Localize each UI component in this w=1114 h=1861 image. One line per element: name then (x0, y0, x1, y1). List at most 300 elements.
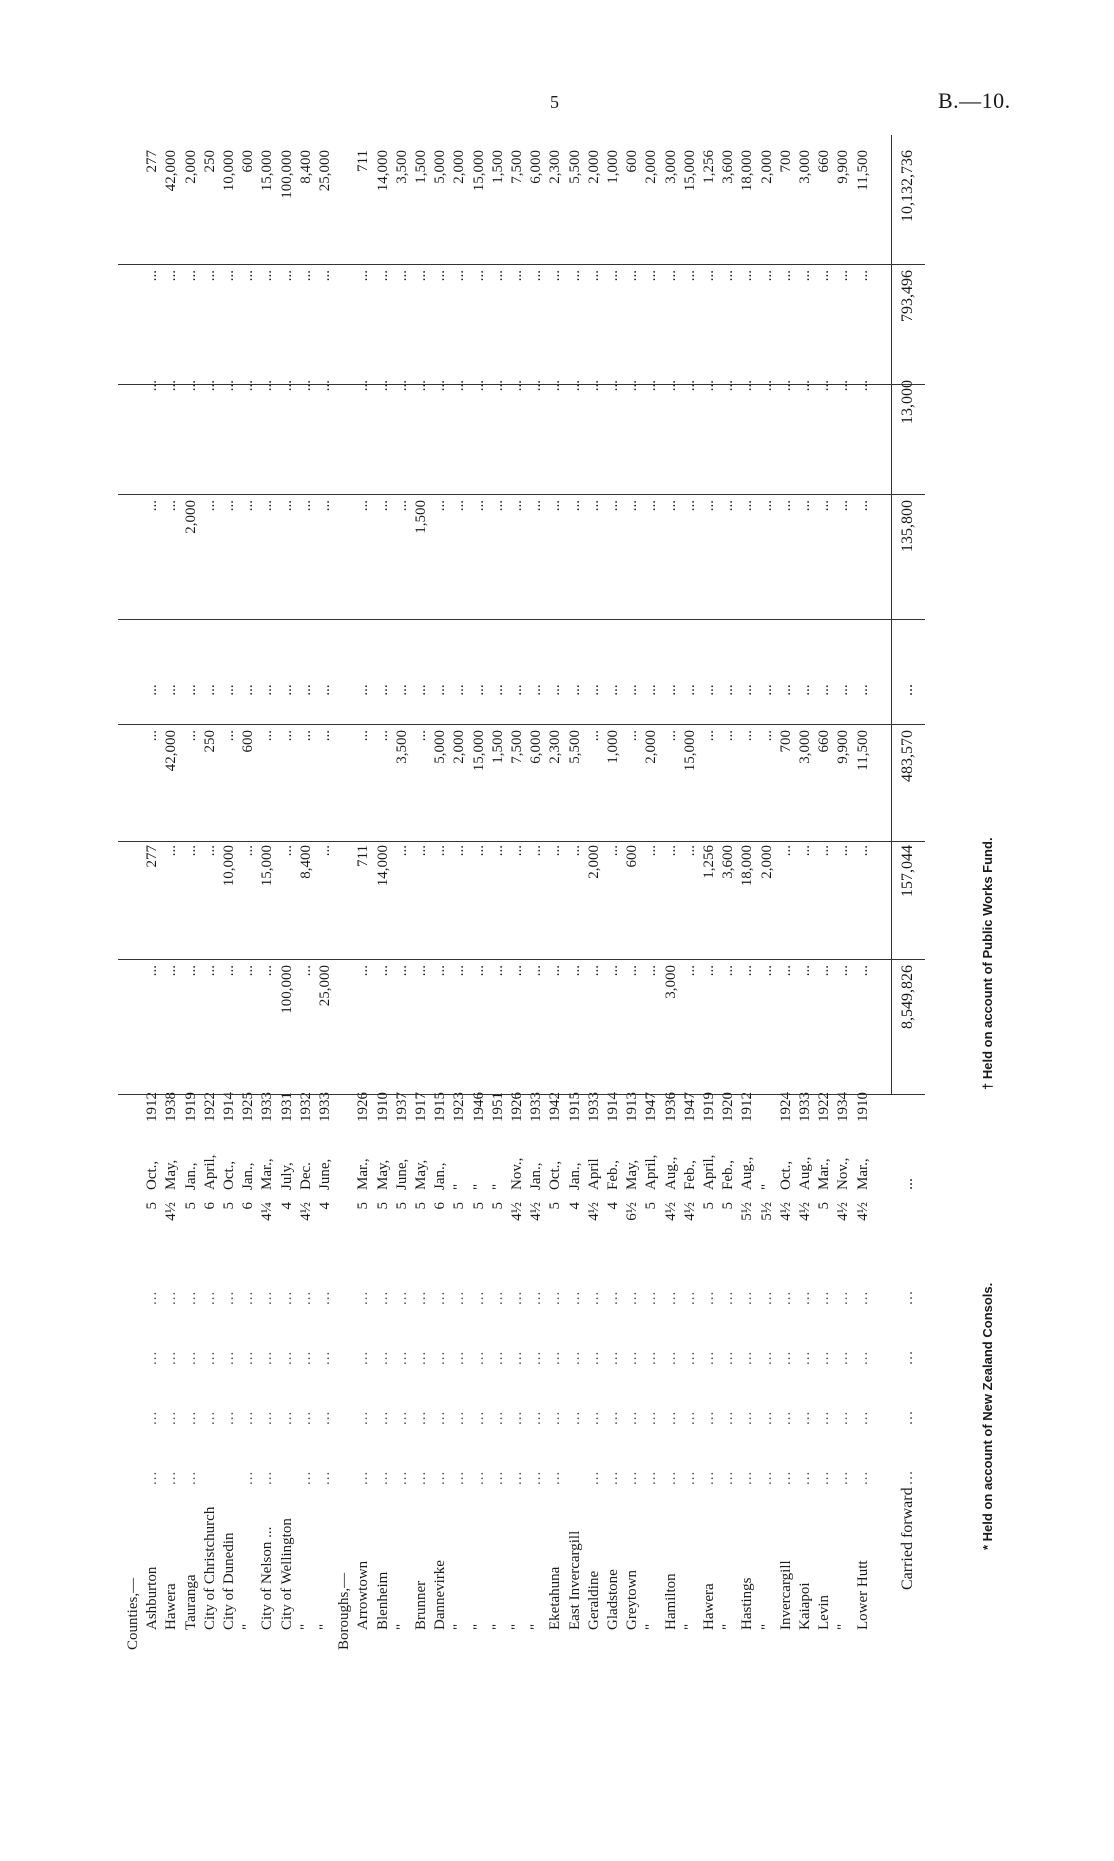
cell-month: May, (413, 1159, 429, 1190)
cell-value-col2: ... (489, 845, 506, 857)
cell-year: 1917 (413, 1092, 429, 1122)
cell-dots: ... (701, 1410, 717, 1425)
cell-month: June, (393, 1158, 410, 1190)
cell-value-col2: ... (240, 845, 257, 857)
cell-value-col4: ... (816, 684, 833, 696)
cell-dots: ... (624, 1470, 641, 1485)
cell-dots: ... (451, 1290, 468, 1305)
table-row (354, 130, 372, 1650)
cell-month: Oct., (547, 1160, 564, 1190)
cell-value-col1: ... (182, 965, 199, 977)
cell-dots: ... (432, 1290, 449, 1305)
cell-value-total: 3,000 (662, 150, 679, 184)
cell-value-total: 25,000 (317, 150, 333, 192)
cell-dots: ... (662, 1350, 679, 1365)
cell-value-col7: ... (854, 270, 871, 282)
column-rule (118, 264, 925, 265)
cell-dots: ... (297, 1350, 314, 1365)
cell-value-col5: ... (605, 500, 621, 512)
cell-value-col3: ... (355, 730, 372, 742)
row-name: Geraldine (585, 1570, 602, 1630)
cell-value-col3: 660 (816, 730, 833, 753)
cell-value-col3: ... (278, 730, 295, 742)
cell-dots: ... (777, 1350, 794, 1365)
cell-value-col7: ... (182, 270, 199, 282)
cell-year: 1932 (297, 1092, 314, 1122)
cell-value-col1: ... (451, 965, 468, 977)
cell-year: 1912 (144, 1092, 161, 1122)
cell-dots: ... (739, 1470, 756, 1485)
cell-rate: 5½ (758, 1202, 775, 1221)
total-col7: 793,496 (898, 270, 916, 322)
cell-rate: 4½ (835, 1202, 852, 1221)
cell-dots: ... (758, 1290, 775, 1305)
cell-value-col4: ... (413, 684, 429, 696)
column-rule (118, 1094, 925, 1095)
cell-dots: ... (163, 1470, 180, 1485)
cell-value-col2: ... (643, 845, 660, 857)
cell-value-col2: ... (797, 845, 813, 857)
cell-year: 1919 (182, 1092, 199, 1122)
cell-value-col1: ... (259, 965, 276, 977)
cell-value-col4: ... (566, 684, 583, 696)
cell-dots: ... (144, 1470, 161, 1485)
cell-dots: ... (317, 1350, 333, 1365)
cell-value-col6: ... (585, 380, 602, 392)
cell-dots: ... (701, 1470, 717, 1485)
cell-value-total: 2,000 (451, 150, 468, 184)
cell-value-col3: 2,300 (547, 730, 564, 764)
cell-year: 1937 (393, 1092, 410, 1122)
cell-dots: ... (489, 1470, 506, 1485)
cell-value-col3: 9,900 (835, 730, 852, 764)
cell-dots: ... (317, 1290, 333, 1305)
cell-dots: ... (451, 1410, 468, 1425)
cell-dots: ... (835, 1470, 852, 1485)
row-name: " (240, 1623, 257, 1630)
cell-value-total: 3,500 (393, 150, 410, 184)
cell-value-col5: ... (509, 500, 525, 512)
cell-value-col5: ... (624, 500, 641, 512)
cell-value-col7: ... (393, 270, 410, 282)
cell-value-col2: ... (413, 845, 429, 857)
cell-value-total: 6,000 (528, 150, 545, 184)
cell-rate: 4½ (297, 1202, 314, 1221)
cell-value-col2: ... (182, 845, 199, 857)
cell-dots: ... (355, 1290, 372, 1305)
cell-value-col5: ... (720, 500, 737, 512)
cell-value-total: 14,000 (374, 150, 391, 192)
cell-value-col6: ... (413, 380, 429, 392)
cell-rate: 4 (278, 1202, 295, 1210)
cell-value-col1: ... (413, 965, 429, 977)
cell-month: April, (701, 1154, 717, 1190)
cell-value-col5: ... (701, 500, 717, 512)
cell-value-col2: 14,000 (374, 845, 391, 887)
cell-value-col2: ... (470, 845, 487, 857)
cell-dots: ... (182, 1470, 199, 1485)
cell-rate: 4½ (585, 1202, 602, 1221)
cell-value-col5: ... (393, 500, 410, 512)
cell-value-col5: ... (278, 500, 295, 512)
cell-year: 1925 (240, 1092, 257, 1122)
cell-value-col5: ... (355, 500, 372, 512)
cell-value-col6: ... (777, 380, 794, 392)
cell-value-col5: ... (451, 500, 468, 512)
cell-year: 1938 (163, 1092, 180, 1122)
cell-value-col7: ... (585, 270, 602, 282)
cell-dots: ... (451, 1470, 468, 1485)
table-row (527, 130, 545, 1650)
cell-value-col6: ... (566, 380, 583, 392)
cell-month: April (585, 1158, 602, 1190)
cell-rate: 4½ (509, 1202, 525, 1221)
cell-month: April, (201, 1154, 218, 1190)
cell-dots: ... (816, 1470, 833, 1485)
row-name: Hawera (701, 1583, 717, 1630)
table-row (796, 130, 814, 1650)
cell-value-col2: 1,256 (701, 845, 717, 879)
table-row (834, 130, 852, 1650)
cell-year: 1926 (355, 1092, 372, 1122)
cell-value-col7: ... (739, 270, 756, 282)
row-name: Ashburton (144, 1566, 161, 1630)
cell-dots: ... (393, 1470, 410, 1485)
cell-value-col2: ... (432, 845, 449, 857)
row-name: Kaiapoi (797, 1582, 813, 1630)
row-name: Arrowtown (355, 1560, 372, 1630)
cell-year: 1922 (816, 1092, 833, 1122)
table-row (700, 130, 718, 1650)
cell-month: " (758, 1183, 775, 1190)
cell-value-col4: ... (278, 684, 295, 696)
table-row (239, 130, 257, 1650)
cell-value-col2: ... (835, 845, 852, 857)
cell-value-col2: ... (681, 845, 698, 857)
cell-month: May, (624, 1159, 641, 1190)
cell-year: 1922 (201, 1092, 218, 1122)
cell-value-col2: ... (393, 845, 410, 857)
cell-value-col7: ... (758, 270, 775, 282)
table-row (546, 130, 564, 1650)
total-rule (891, 135, 892, 1095)
row-name: Levin (816, 1595, 833, 1630)
cell-value-col3: 5,000 (432, 730, 449, 764)
cell-value-col6: ... (662, 380, 679, 392)
cell-value-col3: 15,000 (681, 730, 698, 772)
cell-dots: ... (393, 1410, 410, 1425)
cell-value-col7: ... (509, 270, 525, 282)
cell-value-col6: ... (547, 380, 564, 392)
cell-value-col3: ... (662, 730, 679, 742)
cell-value-col2: ... (547, 845, 564, 857)
cell-value-col6: ... (701, 380, 717, 392)
cell-value-col7: ... (777, 270, 794, 282)
cell-value-total: 8,400 (297, 150, 314, 184)
row-name: " (643, 1623, 660, 1630)
row-name: " (720, 1623, 737, 1630)
cell-rate: 4½ (854, 1202, 871, 1221)
cell-dots: ... (701, 1290, 717, 1305)
cell-value-col1: ... (509, 965, 525, 977)
cell-month: Jan., (566, 1162, 583, 1190)
cell-value-col2: 3,600 (720, 845, 737, 879)
row-name: " (393, 1623, 410, 1630)
dots: ... (898, 1470, 916, 1485)
cell-value-col4: ... (509, 684, 525, 696)
row-name: Lower Hutt (854, 1560, 871, 1630)
table-row (470, 130, 488, 1650)
total-col3: 483,570 (898, 730, 916, 782)
cell-year: 1946 (470, 1092, 487, 1122)
dots: ... (898, 1410, 916, 1425)
cell-value-col7: ... (374, 270, 391, 282)
table-row (412, 130, 430, 1650)
cell-dots: ... (547, 1290, 564, 1305)
cell-value-col3: 3,500 (393, 730, 410, 764)
cell-value-total: 3,600 (720, 150, 737, 184)
table-row (393, 130, 411, 1650)
cell-value-col4: ... (393, 684, 410, 696)
table-row (431, 130, 449, 1650)
row-name: " (297, 1623, 314, 1630)
cell-value-col3: 42,000 (163, 730, 180, 772)
cell-value-col1: ... (547, 965, 564, 977)
cell-dots: ... (163, 1290, 180, 1305)
cell-dots: ... (163, 1410, 180, 1425)
cell-dots: ... (643, 1470, 660, 1485)
cell-value-col4: ... (701, 684, 717, 696)
table-row (162, 130, 180, 1650)
cell-month: Oct., (777, 1160, 794, 1190)
cell-value-col1: ... (489, 965, 506, 977)
cell-year: 1951 (489, 1092, 506, 1122)
rotated-table-area (118, 130, 1018, 1650)
cell-rate: 5 (144, 1202, 161, 1210)
cell-month: Dec. (297, 1162, 314, 1190)
cell-value-col6: ... (259, 380, 276, 392)
cell-year: 1933 (528, 1092, 545, 1122)
cell-value-col4: ... (835, 684, 852, 696)
cell-dots: ... (509, 1350, 525, 1365)
cell-month: Jan., (182, 1162, 199, 1190)
cell-rate: 5 (701, 1202, 717, 1210)
cell-value-col1: ... (144, 965, 161, 977)
dots: ... (898, 1350, 916, 1365)
cell-value-col4: ... (259, 684, 276, 696)
cell-month: Feb., (720, 1160, 737, 1190)
cell-value-col4: ... (720, 684, 737, 696)
cell-value-col5: ... (259, 500, 276, 512)
cell-month: " (470, 1183, 487, 1190)
cell-month: April, (643, 1154, 660, 1190)
row-name: Gladstone (605, 1569, 621, 1630)
cell-dots: ... (509, 1470, 525, 1485)
table-row (623, 130, 641, 1650)
cell-value-col3: ... (374, 730, 391, 742)
cell-dots: ... (317, 1470, 333, 1485)
cell-value-col1: ... (643, 965, 660, 977)
table-row (815, 130, 833, 1650)
cell-value-col2: ... (816, 845, 833, 857)
table-row (143, 130, 161, 1650)
cell-dots: ... (509, 1290, 525, 1305)
cell-month: June, (317, 1158, 333, 1190)
cell-dots: ... (662, 1470, 679, 1485)
cell-dots: ... (624, 1290, 641, 1305)
total-col5: 135,800 (898, 500, 916, 552)
total-col6: 13,000 (898, 380, 916, 424)
cell-value-col2: 15,000 (259, 845, 276, 887)
cell-value-col2: ... (605, 845, 621, 857)
cell-month: Jan., (432, 1162, 449, 1190)
cell-dots: ... (182, 1290, 199, 1305)
cell-month: May, (163, 1159, 180, 1190)
cell-rate: 4 (605, 1202, 621, 1210)
cell-dots: ... (470, 1410, 487, 1425)
cell-dots: ... (720, 1410, 737, 1425)
cell-month: Feb., (605, 1160, 621, 1190)
cell-year: 1942 (547, 1092, 564, 1122)
cell-value-col5: ... (835, 500, 852, 512)
table-row (585, 130, 603, 1650)
cell-rate: 5 (489, 1202, 506, 1210)
cell-dots: ... (547, 1470, 564, 1485)
cell-dots: ... (585, 1350, 602, 1365)
cell-value-col4: ... (297, 684, 314, 696)
cell-value-col6: ... (432, 380, 449, 392)
cell-rate: 5 (182, 1202, 199, 1210)
cell-value-col1: ... (605, 965, 621, 977)
table-row (719, 130, 737, 1650)
dots: ... (898, 1290, 916, 1305)
cell-value-col6: ... (797, 380, 813, 392)
cell-value-col7: ... (797, 270, 813, 282)
cell-value-col7: ... (605, 270, 621, 282)
cell-value-col4: ... (432, 684, 449, 696)
footnote-consols: * Held on account of New Zealand Consols. (980, 1282, 995, 1550)
cell-value-col3: 2,000 (451, 730, 468, 764)
cell-dots: ... (432, 1350, 449, 1365)
cell-dots: ... (739, 1290, 756, 1305)
cell-value-total: 2,000 (643, 150, 660, 184)
cell-value-total: 15,000 (259, 150, 276, 192)
cell-year: 1910 (854, 1092, 871, 1122)
cell-value-col2: ... (854, 845, 871, 857)
cell-value-col4: ... (451, 684, 468, 696)
row-name: Dannevirke (432, 1560, 449, 1630)
cell-value-col1: ... (854, 965, 871, 977)
cell-value-col2: ... (509, 845, 525, 857)
cell-value-total: 600 (624, 150, 641, 173)
cell-dots: ... (144, 1290, 161, 1305)
cell-value-col2: 2,000 (585, 845, 602, 879)
row-name: Hawera (163, 1583, 180, 1630)
cell-value-col7: ... (163, 270, 180, 282)
table-row (201, 130, 219, 1650)
cell-value-col6: ... (393, 380, 410, 392)
row-name: Hastings (739, 1577, 756, 1630)
cell-dots: ... (413, 1470, 429, 1485)
cell-value-total: 1,000 (605, 150, 621, 184)
cell-value-col6: ... (681, 380, 698, 392)
cell-rate: 5½ (739, 1202, 756, 1221)
cell-value-col3: 3,000 (797, 730, 813, 764)
cell-value-col5: ... (144, 500, 161, 512)
cell-dots: ... (758, 1470, 775, 1485)
cell-month: Oct., (221, 1160, 237, 1190)
cell-dots: ... (201, 1350, 218, 1365)
cell-value-col7: ... (835, 270, 852, 282)
cell-dots: ... (374, 1470, 391, 1485)
cell-value-col1: ... (835, 965, 852, 977)
cell-dots: ... (182, 1350, 199, 1365)
cell-value-col7: ... (240, 270, 257, 282)
cell-dots: ... (509, 1410, 525, 1425)
cell-month: Feb., (681, 1160, 698, 1190)
column-rule (118, 494, 925, 495)
table-row (566, 130, 584, 1650)
cell-year: 1919 (701, 1092, 717, 1122)
cell-dots: ... (816, 1350, 833, 1365)
cell-dots: ... (739, 1350, 756, 1365)
cell-value-col4: ... (643, 684, 660, 696)
cell-value-col6: ... (643, 380, 660, 392)
cell-month: Jan., (240, 1162, 257, 1190)
cell-value-col6: ... (758, 380, 775, 392)
cell-rate: 4¼ (259, 1202, 276, 1221)
cell-value-col1: ... (221, 965, 237, 977)
row-name: Hamilton (662, 1573, 679, 1630)
row-name: " (758, 1623, 775, 1630)
cell-dots: ... (720, 1470, 737, 1485)
cell-dots: ... (393, 1350, 410, 1365)
cell-dots: ... (605, 1350, 621, 1365)
cell-value-col1: ... (201, 965, 218, 977)
cell-value-col5: ... (662, 500, 679, 512)
cell-value-col2: 277 (144, 845, 161, 868)
column-rule (118, 384, 925, 385)
cell-dots: ... (662, 1410, 679, 1425)
total-col1: 8,549,826 (898, 965, 916, 1029)
cell-dots: ... (528, 1350, 545, 1365)
cell-rate: 4½ (681, 1202, 698, 1221)
cell-value-col6: ... (144, 380, 161, 392)
cell-value-col5: ... (221, 500, 237, 512)
cell-value-col6: ... (470, 380, 487, 392)
cell-value-col3: ... (297, 730, 314, 742)
cell-month: Mar., (259, 1158, 276, 1190)
cell-value-col3: 7,500 (509, 730, 525, 764)
cell-dots: ... (528, 1470, 545, 1485)
cell-value-total: 18,000 (739, 150, 756, 192)
cell-value-col4: ... (528, 684, 545, 696)
cell-value-col5: ... (547, 500, 564, 512)
cell-value-col3: ... (739, 730, 756, 742)
cell-value-col2: ... (201, 845, 218, 857)
cell-dots: ... (758, 1350, 775, 1365)
cell-value-col5: 1,500 (413, 500, 429, 534)
cell-dots: ... (278, 1410, 295, 1425)
cell-dots: ... (566, 1410, 583, 1425)
cell-value-col4: ... (163, 684, 180, 696)
month: ... (898, 1178, 916, 1190)
cell-dots: ... (528, 1290, 545, 1305)
cell-value-col5: ... (566, 500, 583, 512)
cell-dots: ... (758, 1410, 775, 1425)
cell-year: 1933 (585, 1092, 602, 1122)
cell-dots: ... (720, 1290, 737, 1305)
